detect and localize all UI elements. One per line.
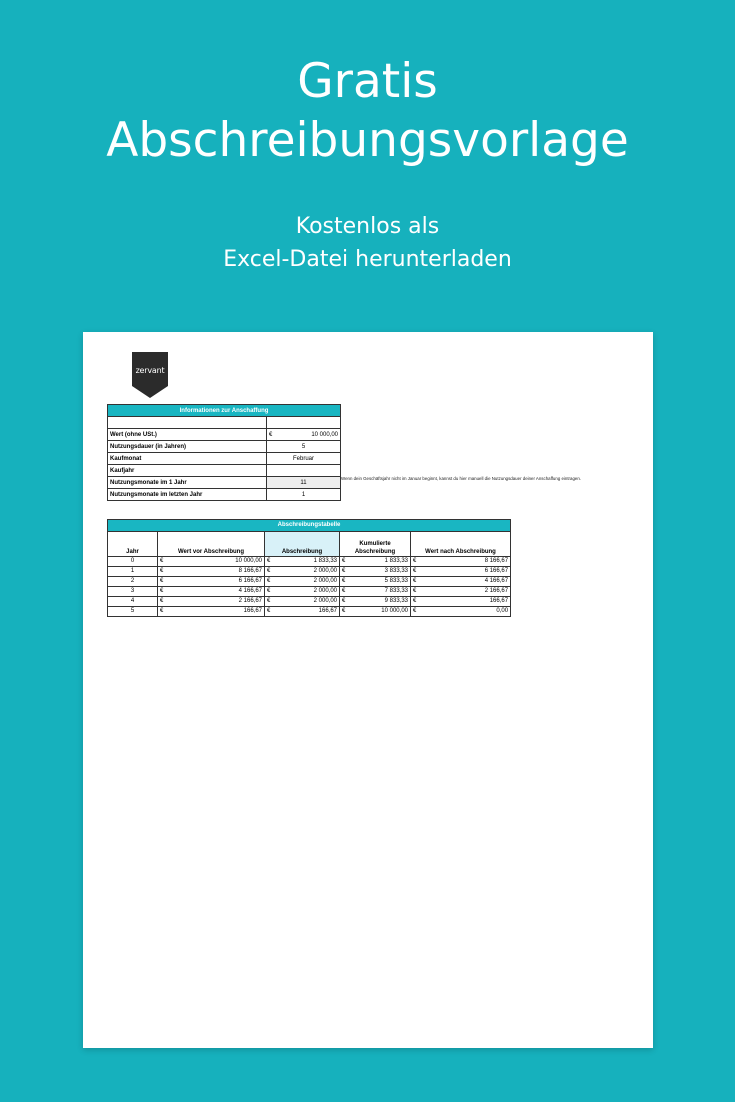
- after-value: 4 166,67: [421, 577, 511, 587]
- column-header: Wert nach Abschreibung: [411, 532, 511, 557]
- currency-symbol: €: [158, 557, 168, 567]
- page-title: [0, 52, 735, 170]
- column-header: Jahr: [108, 532, 158, 557]
- before-value: 2 166,67: [168, 597, 265, 607]
- year-cell: 4: [108, 597, 158, 607]
- currency-symbol: €: [411, 587, 421, 597]
- info-value[interactable]: 10 000,00: [287, 429, 341, 441]
- column-header: Wert vor Abschreibung: [158, 532, 265, 557]
- currency-symbol: €: [265, 557, 275, 567]
- currency-symbol: €: [265, 597, 275, 607]
- subtitle-line-2: Excel-Datei herunterladen: [223, 247, 512, 272]
- table-row: [108, 557, 511, 567]
- info-label: Wert (ohne USt.): [108, 429, 267, 441]
- table-row: [108, 477, 341, 489]
- after-value: 8 166,67: [421, 557, 511, 567]
- currency-symbol: €: [265, 607, 275, 617]
- cum-value: 10 000,00: [350, 607, 411, 617]
- table-row: [108, 429, 341, 441]
- year-cell: 2: [108, 577, 158, 587]
- currency-symbol: €: [411, 577, 421, 587]
- info-value[interactable]: 1: [267, 489, 341, 501]
- table-row: [108, 577, 511, 587]
- table-header-row: [108, 532, 511, 557]
- info-value[interactable]: 5: [267, 441, 341, 453]
- currency-symbol: €: [158, 577, 168, 587]
- cum-value: 7 833,33: [350, 587, 411, 597]
- after-value: 166,67: [421, 597, 511, 607]
- column-header: Kumulierte Abschreibung: [340, 532, 411, 557]
- info-label: Nutzungsdauer (in Jahren): [108, 441, 267, 453]
- info-table-title: Informationen zur Anschaffung: [108, 405, 341, 417]
- info-value[interactable]: Februar: [267, 453, 341, 465]
- currency-symbol: €: [267, 429, 287, 441]
- table-row: [108, 453, 341, 465]
- dep-value: 1 833,33: [275, 557, 340, 567]
- info-label: Kaufjahr: [108, 465, 267, 477]
- table-row: [108, 567, 511, 577]
- year-cell: 1: [108, 567, 158, 577]
- before-value: 8 166,67: [168, 567, 265, 577]
- subtitle-line-1: Kostenlos als: [295, 214, 440, 239]
- table-row: [108, 441, 341, 453]
- currency-symbol: €: [158, 587, 168, 597]
- cum-value: 3 833,33: [350, 567, 411, 577]
- currency-symbol: €: [265, 577, 275, 587]
- dep-value: 166,67: [275, 607, 340, 617]
- cum-value: 1 833,33: [350, 557, 411, 567]
- dep-value: 2 000,00: [275, 567, 340, 577]
- currency-symbol: €: [340, 587, 350, 597]
- before-value: 166,67: [168, 607, 265, 617]
- title-line-2: Abschreibungsvorlage: [106, 113, 629, 168]
- logo-text: zervant: [135, 366, 165, 375]
- currency-symbol: €: [265, 587, 275, 597]
- before-value: 6 166,67: [168, 577, 265, 587]
- currency-symbol: €: [265, 567, 275, 577]
- before-value: 4 166,67: [168, 587, 265, 597]
- currency-symbol: €: [158, 607, 168, 617]
- currency-symbol: €: [158, 567, 168, 577]
- page-subtitle: [0, 210, 735, 276]
- table-row: [108, 489, 341, 501]
- after-value: 2 166,67: [421, 587, 511, 597]
- after-value: 0,00: [421, 607, 511, 617]
- currency-symbol: €: [411, 597, 421, 607]
- currency-symbol: €: [411, 567, 421, 577]
- depreciation-table-title: Abschreibungstabelle: [108, 520, 511, 532]
- info-note: Wenn dein Geschäftsjahr nicht im Januar beginnt, kannst du hier manuell die Nutzungsdauer deiner Anschaffung eintragen.: [341, 476, 582, 481]
- depreciation-table: [107, 519, 511, 617]
- table-row: [108, 587, 511, 597]
- currency-symbol: €: [411, 607, 421, 617]
- year-cell: 5: [108, 607, 158, 617]
- spreadsheet-preview: [83, 332, 653, 1048]
- currency-symbol: €: [340, 567, 350, 577]
- table-row: [108, 597, 511, 607]
- year-cell: 0: [108, 557, 158, 567]
- dep-value: 2 000,00: [275, 597, 340, 607]
- cum-value: 5 833,33: [350, 577, 411, 587]
- info-value[interactable]: [267, 465, 341, 477]
- currency-symbol: €: [158, 597, 168, 607]
- cum-value: 9 833,33: [350, 597, 411, 607]
- column-header: Abschreibung: [265, 532, 340, 557]
- table-row: [108, 465, 341, 477]
- currency-symbol: €: [340, 557, 350, 567]
- currency-symbol: €: [340, 597, 350, 607]
- info-label: Nutzungsmonate im 1 Jahr: [108, 477, 267, 489]
- zervant-shield-icon: [132, 352, 168, 398]
- table-row: [108, 607, 511, 617]
- info-table: [107, 404, 341, 501]
- title-line-1: Gratis: [297, 54, 438, 109]
- year-cell: 3: [108, 587, 158, 597]
- dep-value: 2 000,00: [275, 587, 340, 597]
- table-row: [108, 417, 341, 429]
- currency-symbol: €: [411, 557, 421, 567]
- info-label: Nutzungsmonate im letzten Jahr: [108, 489, 267, 501]
- info-label: Kaufmonat: [108, 453, 267, 465]
- info-value[interactable]: 11: [267, 477, 341, 489]
- currency-symbol: €: [340, 607, 350, 617]
- dep-value: 2 000,00: [275, 577, 340, 587]
- after-value: 6 166,67: [421, 567, 511, 577]
- zervant-logo: [132, 352, 168, 398]
- before-value: 10 000,00: [168, 557, 265, 567]
- currency-symbol: €: [340, 577, 350, 587]
